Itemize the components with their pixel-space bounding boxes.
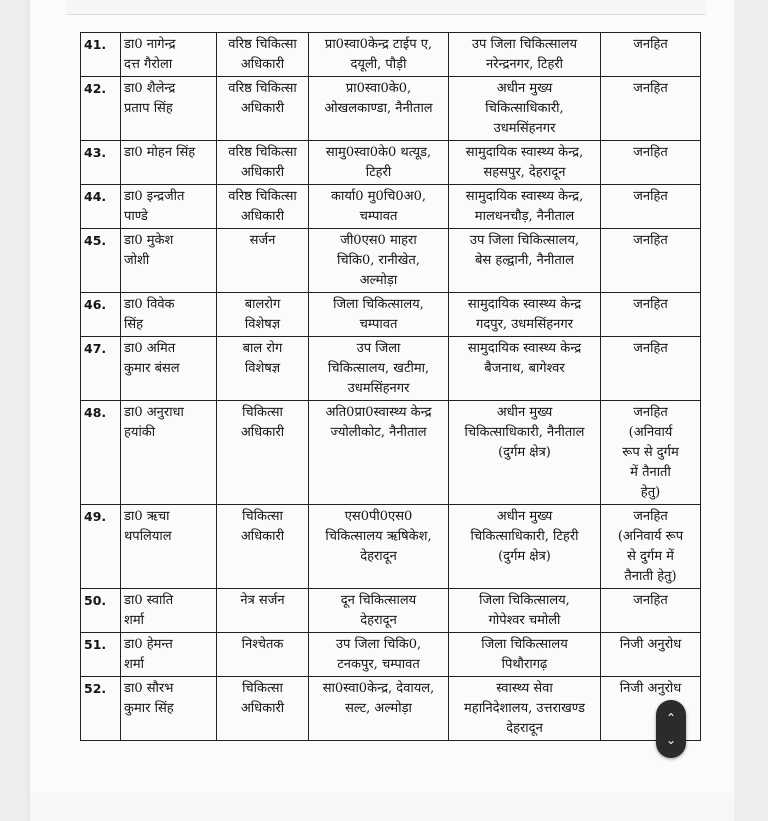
current-posting-cell: कार्या0 मु0चि0अ0, चम्पावत	[309, 185, 449, 229]
transfer-reason-cell: जनहित (अनिवार्य रूप से दुर्गम में तैनाती हेतु)	[601, 401, 701, 505]
table-row	[81, 633, 701, 677]
designation-cell: चिकित्सा अधिकारी	[217, 505, 309, 589]
officer-name-cell: डा0 मोहन सिंह	[121, 141, 217, 185]
serial-number-cell: 51.	[81, 633, 121, 677]
serial-number-cell: 50.	[81, 589, 121, 633]
new-posting-cell: अधीन मुख्य चिकित्साधिकारी, नैनीताल (दुर्गम क्षेत्र)	[449, 401, 601, 505]
serial-number-cell: 47.	[81, 337, 121, 401]
officer-name-cell: डा0 अनुराधा हयांकी	[121, 401, 217, 505]
officer-name-cell: डा0 नागेन्द्र दत्त गैरोला	[121, 33, 217, 77]
transfer-reason-cell: जनहित	[601, 589, 701, 633]
table-row	[81, 337, 701, 401]
officer-name-cell: डा0 ऋचा थपलियाल	[121, 505, 217, 589]
table-row	[81, 185, 701, 229]
current-posting-cell: सा0स्वा0केन्द्र, देवायल, सल्ट, अल्मोड़ा	[309, 677, 449, 741]
new-posting-cell: सामुदायिक स्वास्थ्य केन्द्र बैजनाथ, बागेश्वर	[449, 337, 601, 401]
transfer-reason-cell: जनहित	[601, 141, 701, 185]
current-posting-cell: सामु0स्वा0के0 थत्यूड, टिहरी	[309, 141, 449, 185]
new-posting-cell: सामुदायिक स्वास्थ्य केन्द्र, मालधनचौड़, नैनीताल	[449, 185, 601, 229]
current-posting-cell: दून चिकित्सालय देहरादून	[309, 589, 449, 633]
table-row	[81, 401, 701, 505]
officer-name-cell: डा0 मुकेश जोशी	[121, 229, 217, 293]
table-row	[81, 141, 701, 185]
table-row	[81, 293, 701, 337]
current-posting-cell: उप जिला चिकित्सालय, खटीमा, उधमसिंहनगर	[309, 337, 449, 401]
current-posting-cell: एस0पी0एस0 चिकित्सालय ऋषिकेश, देहरादून	[309, 505, 449, 589]
new-posting-cell: उप जिला चिकित्सालय, बेस हल्द्वानी, नैनीताल	[449, 229, 601, 293]
table-row	[81, 33, 701, 77]
officer-name-cell: डा0 अमित कुमार बंसल	[121, 337, 217, 401]
current-posting-cell: प्रा0स्वा0केन्द्र टाईप ए, दयूली, पौड़ी	[309, 33, 449, 77]
table-row	[81, 589, 701, 633]
serial-number-cell: 41.	[81, 33, 121, 77]
new-posting-cell: अधीन मुख्य चिकित्साधिकारी, उधमसिंहनगर	[449, 77, 601, 141]
new-posting-cell: सामुदायिक स्वास्थ्य केन्द्र, सहसपुर, देहरादून	[449, 141, 601, 185]
new-posting-cell: अधीन मुख्य चिकित्साधिकारी, टिहरी (दुर्गम क्षेत्र)	[449, 505, 601, 589]
chevron-up-icon[interactable]: ⌃	[665, 711, 677, 725]
table-row	[81, 677, 701, 741]
page-top-edge	[66, 0, 706, 15]
officer-name-cell: डा0 सौरभ कुमार सिंह	[121, 677, 217, 741]
transfer-reason-cell: जनहित	[601, 229, 701, 293]
transfer-reason-cell: जनहित	[601, 293, 701, 337]
current-posting-cell: अति0प्रा0स्वास्थ्य केन्द्र ज्योलीकोट, नैनीताल	[309, 401, 449, 505]
officer-name-cell: डा0 इन्द्रजीत पाण्डे	[121, 185, 217, 229]
current-posting-cell: जिला चिकित्सालय, चम्पावत	[309, 293, 449, 337]
designation-cell: वरिष्ठ चिकित्सा अधिकारी	[217, 141, 309, 185]
designation-cell: नेत्र सर्जन	[217, 589, 309, 633]
transfer-reason-cell: जनहित	[601, 77, 701, 141]
left-margin	[0, 0, 30, 821]
current-posting-cell: उप जिला चिकि0, टनकपुर, चम्पावत	[309, 633, 449, 677]
serial-number-cell: 49.	[81, 505, 121, 589]
transfer-reason-cell: जनहित	[601, 33, 701, 77]
new-posting-cell: जिला चिकित्सालय, गोपेश्वर चमोली	[449, 589, 601, 633]
officer-name-cell: डा0 विवेक सिंह	[121, 293, 217, 337]
officer-name-cell: डा0 हेमन्त शर्मा	[121, 633, 217, 677]
current-posting-cell: प्रा0स्वा0के0, ओखलकाण्डा, नैनीताल	[309, 77, 449, 141]
transfer-reason-cell: जनहित (अनिवार्य रूप से दुर्गम में तैनाती हेतु)	[601, 505, 701, 589]
new-posting-cell: उप जिला चिकित्सालय नरेन्द्रनगर, टिहरी	[449, 33, 601, 77]
chevron-down-icon[interactable]: ⌄	[665, 733, 677, 747]
table-row	[81, 77, 701, 141]
designation-cell: निश्चेतक	[217, 633, 309, 677]
officer-name-cell: डा0 शैलेन्द्र प्रताप सिंह	[121, 77, 217, 141]
designation-cell: चिकित्सा अधिकारी	[217, 401, 309, 505]
serial-number-cell: 48.	[81, 401, 121, 505]
designation-cell: बाल रोग विशेषज्ञ	[217, 337, 309, 401]
serial-number-cell: 44.	[81, 185, 121, 229]
serial-number-cell: 45.	[81, 229, 121, 293]
scroll-control[interactable]	[656, 700, 686, 758]
transfer-reason-cell: जनहित	[601, 185, 701, 229]
transfer-reason-cell: जनहित	[601, 337, 701, 401]
serial-number-cell: 43.	[81, 141, 121, 185]
table-row	[81, 505, 701, 589]
transfer-table	[80, 32, 701, 741]
current-posting-cell: जी0एस0 माहरा चिकि0, रानीखेत, अल्मोड़ा	[309, 229, 449, 293]
transfer-reason-cell: निजी अनुरोध	[601, 633, 701, 677]
page-bottom-edge	[30, 793, 734, 821]
designation-cell: सर्जन	[217, 229, 309, 293]
designation-cell: वरिष्ठ चिकित्सा अधिकारी	[217, 33, 309, 77]
right-margin	[734, 0, 768, 821]
designation-cell: वरिष्ठ चिकित्सा अधिकारी	[217, 185, 309, 229]
new-posting-cell: सामुदायिक स्वास्थ्य केन्द्र गदपुर, उधमसिंहनगर	[449, 293, 601, 337]
table-row	[81, 229, 701, 293]
serial-number-cell: 52.	[81, 677, 121, 741]
serial-number-cell: 46.	[81, 293, 121, 337]
transfer-reason-cell: निजी अनुरोध	[601, 677, 701, 741]
new-posting-cell: स्वास्थ्य सेवा महानिदेशालय, उत्तराखण्ड देहरादून	[449, 677, 601, 741]
new-posting-cell: जिला चिकित्सालय पिथौरागढ़	[449, 633, 601, 677]
designation-cell: बालरोग विशेषज्ञ	[217, 293, 309, 337]
designation-cell: वरिष्ठ चिकित्सा अधिकारी	[217, 77, 309, 141]
officer-name-cell: डा0 स्वाति शर्मा	[121, 589, 217, 633]
serial-number-cell: 42.	[81, 77, 121, 141]
designation-cell: चिकित्सा अधिकारी	[217, 677, 309, 741]
